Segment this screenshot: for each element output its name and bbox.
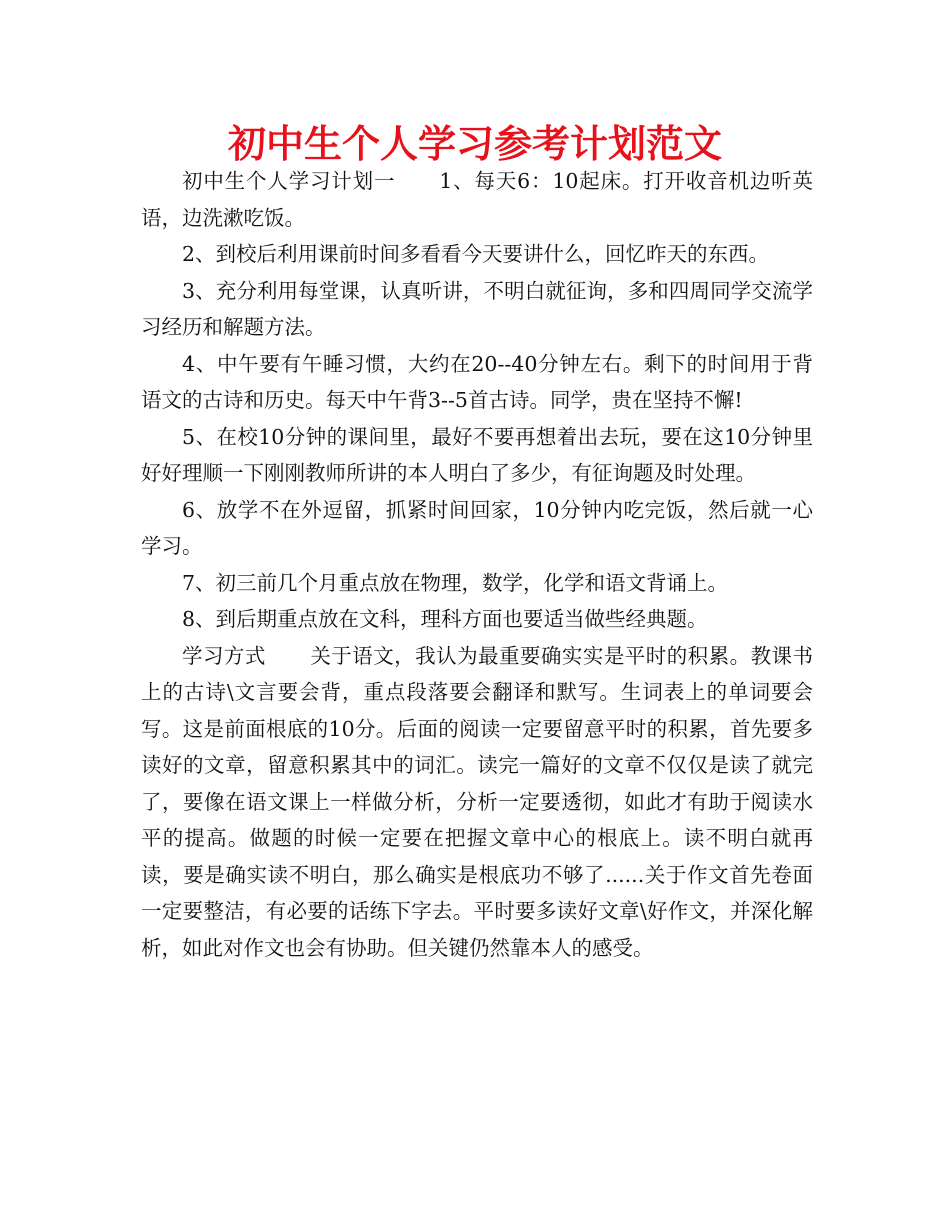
paragraph-7: 7、初三前几个月重点放在物理，数学，化学和语文背诵上。 bbox=[182, 570, 729, 595]
intro-heading: 初中生个人学习计划一 bbox=[182, 169, 396, 193]
paragraph-8: 8、到后期重点放在文科，理科方面也要适当做些经典题。 bbox=[182, 607, 708, 631]
paragraph-6: 6、放学不在外逗留，抓紧时间回家，10分钟内吃完饭，然后就一心学习。 bbox=[141, 497, 813, 558]
paragraph-text: 1、每天6：10起床。打开收音机边听英语，边洗漱吃饭。 bbox=[141, 169, 814, 230]
paragraph-1 bbox=[141, 163, 813, 236]
method-heading: 学习方式 bbox=[182, 643, 266, 668]
paragraph-method bbox=[141, 638, 813, 967]
paragraph-4: 4、中午要有午睡习惯，大约在20--40分钟左右。剩下的时间用于背语文的古诗和历史。每天中午背3--5首古诗。同学，贵在坚持不懈! bbox=[141, 351, 813, 412]
method-text: 关于语文，我认为最重要确实实是平时的积累。教课书上的古诗\文言要会背，重点段落要会翻译和默写。生词表上的单词要会写。这是前面根底的10分。后面的阅读一定要留意平时的积累，首先要多读好的文章，留意积累其中的词汇。读完一篇好的文章不仅仅是读了就完了，要像在语文课上一样做分析，分析一定要透彻，如此才有助于阅读水平的提高。做题的时候一定要在把握文章中心的根底上。读不明白就再读，要是确实读不明白，那么确实是根底功不够了......关于作文首先卷面一定要整洁，有必要的话练下字去。平时要多读好文章\好作文，并深化解析，如此对作文也会有协助。但关键仍然靠本人的感受。 bbox=[141, 643, 814, 960]
paragraph-2: 2、到校后利用课前时间多看看今天要讲什么，回忆昨天的东西。 bbox=[182, 242, 770, 266]
paragraph-5: 5、在校10分钟的课间里，最好不要再想着出去玩，要在这10分钟里好好理顺一下刚刚教师所讲的本人明白了多少，有征询题及时处理。 bbox=[141, 424, 813, 485]
document-body bbox=[141, 163, 813, 966]
document-title: 初中生个人学习参考计划范文 bbox=[227, 122, 722, 166]
paragraph-3: 3、充分利用每堂课，认真听讲，不明白就征询，多和四周同学交流学习经历和解题方法。 bbox=[141, 278, 813, 339]
